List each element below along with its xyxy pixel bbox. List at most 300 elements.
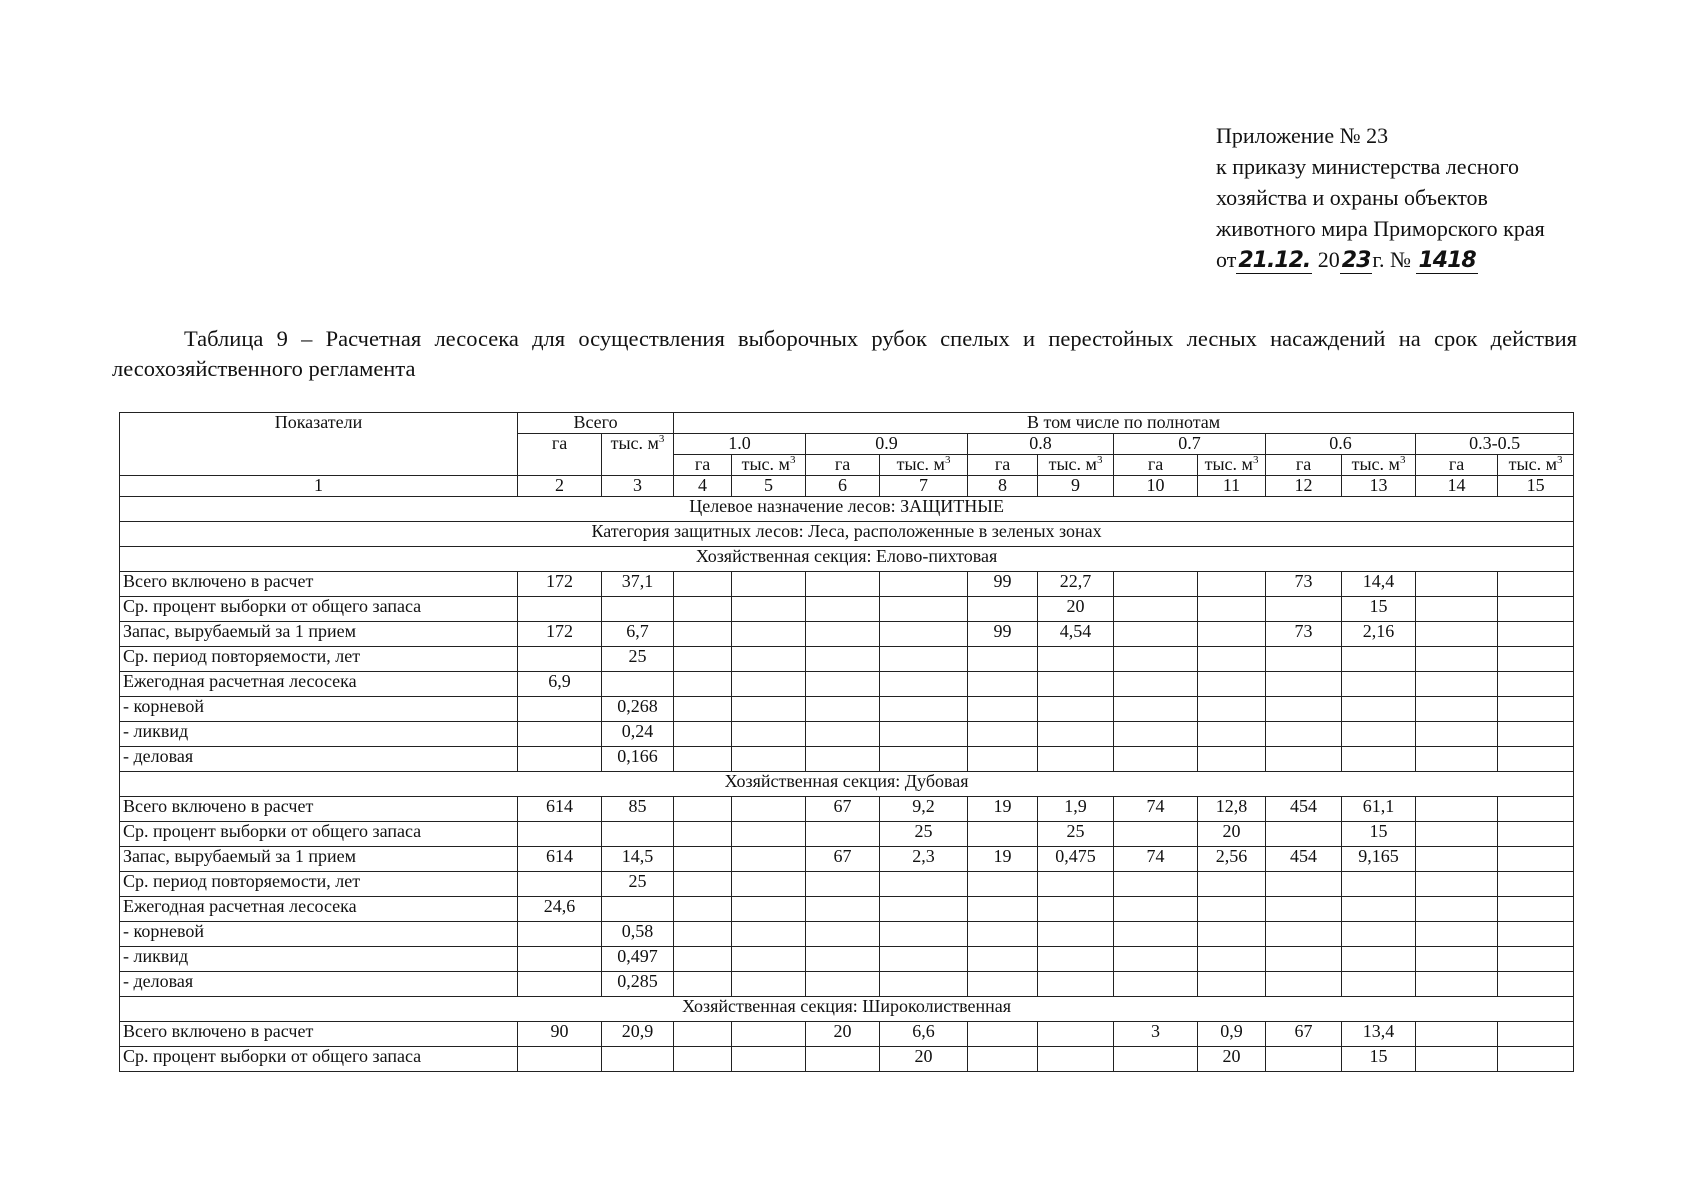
table-cell [518, 597, 602, 622]
table-cell [1342, 897, 1416, 922]
table-cell [1266, 822, 1342, 847]
handwritten-number: 1418 [1418, 248, 1476, 273]
table-row [120, 572, 1574, 597]
table-cell [1198, 947, 1266, 972]
table-cell [1198, 897, 1266, 922]
table-cell [1114, 597, 1198, 622]
table-cell [1266, 747, 1342, 772]
table-cell [732, 622, 806, 647]
row-label: Всего включено в расчет [120, 1022, 518, 1047]
table-cell: 0,268 [602, 697, 674, 722]
table-cell [1038, 697, 1114, 722]
table-cell [732, 672, 806, 697]
column-number: 13 [1342, 476, 1416, 497]
table-cell [1114, 897, 1198, 922]
table-cell [1038, 722, 1114, 747]
header-unit-m3: тыс. $м^3$ [732, 455, 806, 476]
column-number: 5 [732, 476, 806, 497]
header-unit-ha: га [1416, 455, 1498, 476]
table-cell [1498, 872, 1574, 897]
row-label: Ср. процент выборки от общего запаса [120, 597, 518, 622]
table-cell: 14,5 [602, 847, 674, 872]
row-label: Всего включено в расчет [120, 797, 518, 822]
table-cell [1498, 922, 1574, 947]
table-cell [1498, 897, 1574, 922]
table-row [120, 1047, 1574, 1072]
header-row-1 [120, 413, 1574, 434]
table-cell [602, 597, 674, 622]
table-cell [1114, 697, 1198, 722]
table-cell [1038, 672, 1114, 697]
table-row [120, 647, 1574, 672]
table-cell [880, 697, 968, 722]
table-cell: 37,1 [602, 572, 674, 597]
table-cell [880, 622, 968, 647]
table-cell [806, 972, 880, 997]
table-cell: 73 [1266, 622, 1342, 647]
table-cell [880, 972, 968, 997]
table-cell [1198, 722, 1266, 747]
table-cell [602, 897, 674, 922]
table-cell [1498, 722, 1574, 747]
table-cell [880, 647, 968, 672]
table-cell [1416, 597, 1498, 622]
table-cell: 614 [518, 797, 602, 822]
table-cell [806, 572, 880, 597]
table-cell [968, 597, 1038, 622]
table-cell [732, 822, 806, 847]
table-cell: 74 [1114, 847, 1198, 872]
table-cell: 454 [1266, 797, 1342, 822]
section-row [120, 772, 1574, 797]
table-caption: Таблица 9 – Расчетная лесосека для осуществления выборочных рубок спелых и перестойных лесных насаждений на срок действия лесохозяйственного регламента [112, 326, 1577, 381]
table-cell [1498, 672, 1574, 697]
table-cell [1198, 597, 1266, 622]
table-cell [880, 722, 968, 747]
table-cell: 172 [518, 572, 602, 597]
row-label: Ср. процент выборки от общего запаса [120, 822, 518, 847]
table-cell: 3 [1114, 1022, 1198, 1047]
table-cell [732, 697, 806, 722]
table-cell [1342, 922, 1416, 947]
row-label: Ср. период повторяемости, лет [120, 647, 518, 672]
table-cell [968, 672, 1038, 697]
row-label: Запас, вырубаемый за 1 прием [120, 622, 518, 647]
table-cell: 0,24 [602, 722, 674, 747]
table-cell [674, 822, 732, 847]
table-cell: 454 [1266, 847, 1342, 872]
table-cell [806, 897, 880, 922]
table-cell [674, 872, 732, 897]
table-row [120, 847, 1574, 872]
table-cell [1342, 972, 1416, 997]
table-cell [674, 947, 732, 972]
table-cell: 2,3 [880, 847, 968, 872]
table-cell: 25 [602, 647, 674, 672]
table-cell [732, 872, 806, 897]
header-unit-m3: тыс. $м^3$ [880, 455, 968, 476]
table-cell: 0,285 [602, 972, 674, 997]
row-label: - деловая [120, 747, 518, 772]
table-cell: 0,58 [602, 922, 674, 947]
table-cell: 0,166 [602, 747, 674, 772]
column-number: 6 [806, 476, 880, 497]
table-cell: 22,7 [1038, 572, 1114, 597]
table-cell: 25 [1038, 822, 1114, 847]
header-unit-ha: га [1114, 455, 1198, 476]
table-cell [968, 647, 1038, 672]
header-unit-m3: тыс. $м^3$ [1038, 455, 1114, 476]
table-cell [518, 722, 602, 747]
column-number: 4 [674, 476, 732, 497]
table-cell [1498, 1022, 1574, 1047]
table-cell [674, 847, 732, 872]
table-cell [1266, 597, 1342, 622]
table-cell [1498, 647, 1574, 672]
table-cell [806, 697, 880, 722]
table-cell [674, 797, 732, 822]
table-cell [1416, 947, 1498, 972]
table-cell [1114, 972, 1198, 997]
header-unit-ha: га [968, 455, 1038, 476]
table-cell [674, 922, 732, 947]
table-cell [1342, 672, 1416, 697]
table-cell [1498, 697, 1574, 722]
table-cell [806, 922, 880, 947]
header-by-density: В том числе по полнотам [674, 413, 1574, 434]
appendix-line: животного мира Приморского края [1216, 216, 1545, 241]
purpose-row [120, 497, 1574, 522]
table-cell [1038, 872, 1114, 897]
table-cell [674, 897, 732, 922]
header-unit-m3: тыс. $м^3$ [1498, 455, 1574, 476]
header-density: 0.8 [968, 434, 1114, 455]
table-cell [1266, 897, 1342, 922]
header-density: 0.7 [1114, 434, 1266, 455]
column-numbers-row [120, 476, 1574, 497]
table-cell: 6,6 [880, 1022, 968, 1047]
table-cell [1198, 647, 1266, 672]
table-cell: 13,4 [1342, 1022, 1416, 1047]
table-cell [880, 872, 968, 897]
table-cell [806, 672, 880, 697]
table-cell [1114, 672, 1198, 697]
table-cell [732, 1022, 806, 1047]
table-cell [1416, 647, 1498, 672]
table-cell [1416, 722, 1498, 747]
table-cell: 0,9 [1198, 1022, 1266, 1047]
table-row [120, 697, 1574, 722]
table-cell [674, 622, 732, 647]
table-row [120, 947, 1574, 972]
table-cell: 6,7 [602, 622, 674, 647]
table-cell: 15 [1342, 822, 1416, 847]
purpose-label: Целевое назначение лесов: ЗАЩИТНЫЕ [120, 497, 1574, 522]
table-cell: 15 [1342, 597, 1416, 622]
table-cell [1498, 822, 1574, 847]
table-cell [518, 1047, 602, 1072]
table-cell [1198, 697, 1266, 722]
appendix-title: Приложение № 23 [1216, 123, 1389, 148]
table-cell [1416, 872, 1498, 897]
table-cell [1114, 647, 1198, 672]
table-cell: 0,497 [602, 947, 674, 972]
table-cell [732, 922, 806, 947]
table-cell [1198, 572, 1266, 597]
row-label: - ликвид [120, 947, 518, 972]
table-cell: 2,16 [1342, 622, 1416, 647]
table-cell [1416, 897, 1498, 922]
table-cell [518, 872, 602, 897]
table-cell: 99 [968, 572, 1038, 597]
header-total-ha: га [518, 434, 602, 476]
header-total-m3: тыс. $м^3$ [602, 434, 674, 476]
table-cell [518, 697, 602, 722]
table-cell [1038, 647, 1114, 672]
header-unit-ha: га [674, 455, 732, 476]
table-cell [732, 647, 806, 672]
header-density: 0.9 [806, 434, 968, 455]
table-cell [674, 597, 732, 622]
table-cell [1114, 872, 1198, 897]
table-cell: 90 [518, 1022, 602, 1047]
number-prefix: г. № [1372, 247, 1411, 272]
table-cell [674, 572, 732, 597]
table-cell: 614 [518, 847, 602, 872]
table-cell [732, 947, 806, 972]
table-cell: 14,4 [1342, 572, 1416, 597]
table-cell [1198, 872, 1266, 897]
table-cell [1038, 747, 1114, 772]
table-cell [602, 822, 674, 847]
table-cell [806, 822, 880, 847]
table-cell [674, 697, 732, 722]
table-cell [674, 722, 732, 747]
table-cell [968, 947, 1038, 972]
table-cell [732, 797, 806, 822]
table-cell: 6,9 [518, 672, 602, 697]
table-cell [1266, 647, 1342, 672]
table-cell [1416, 847, 1498, 872]
table-cell [1498, 797, 1574, 822]
table-cell: 85 [602, 797, 674, 822]
table-cell [732, 722, 806, 747]
table-cell [880, 947, 968, 972]
table-cell [674, 1022, 732, 1047]
table-cell [1038, 947, 1114, 972]
table-cell [518, 747, 602, 772]
header-indicators: Показатели [120, 413, 518, 476]
table-cell [732, 897, 806, 922]
table-cell [1342, 872, 1416, 897]
table-cell: 20 [1198, 1047, 1266, 1072]
column-number: 7 [880, 476, 968, 497]
table-cell [732, 972, 806, 997]
section-row [120, 997, 1574, 1022]
row-label: - ликвид [120, 722, 518, 747]
column-number: 12 [1266, 476, 1342, 497]
table-cell [732, 597, 806, 622]
table-cell [1342, 697, 1416, 722]
table-cell: 4,54 [1038, 622, 1114, 647]
table-cell [806, 747, 880, 772]
section-title: Хозяйственная секция: Елово-пихтовая [120, 547, 1574, 572]
handwritten-date: 21.12. [1238, 248, 1311, 273]
table-cell [518, 647, 602, 672]
table-cell [1416, 797, 1498, 822]
header-density: 0.6 [1266, 434, 1416, 455]
table-cell [1266, 872, 1342, 897]
category-row [120, 522, 1574, 547]
table-cell [1038, 897, 1114, 922]
table-cell: 19 [968, 847, 1038, 872]
table-cell: 19 [968, 797, 1038, 822]
appendix-line: к приказу министерства лесного [1216, 154, 1520, 179]
table-cell: 20 [880, 1047, 968, 1072]
table-row [120, 722, 1574, 747]
table-cell [806, 947, 880, 972]
table-cell [1198, 672, 1266, 697]
table-cell [1498, 1047, 1574, 1072]
table-cell [1416, 572, 1498, 597]
column-number: 11 [1198, 476, 1266, 497]
row-label: Ср. период повторяемости, лет [120, 872, 518, 897]
table-cell [602, 1047, 674, 1072]
table-cell [674, 747, 732, 772]
table-cell [1266, 722, 1342, 747]
table-row [120, 922, 1574, 947]
table-cell [732, 847, 806, 872]
table-row [120, 797, 1574, 822]
table-cell [1114, 572, 1198, 597]
header-unit-m3: тыс. $м^3$ [1198, 455, 1266, 476]
table-cell: 0,475 [1038, 847, 1114, 872]
table-row [120, 672, 1574, 697]
table-cell: 20 [1198, 822, 1266, 847]
table-cell [1416, 747, 1498, 772]
table-cell [1114, 722, 1198, 747]
appendix-block [1216, 120, 1545, 275]
table-cell [968, 922, 1038, 947]
header-unit-m3: тыс. $м^3$ [1342, 455, 1416, 476]
table-cell [1416, 822, 1498, 847]
row-label: - корневой [120, 697, 518, 722]
table-cell [1416, 1047, 1498, 1072]
table-cell [806, 722, 880, 747]
section-title: Хозяйственная секция: Широколиственная [120, 997, 1574, 1022]
table-cell [1114, 747, 1198, 772]
table-cell [1114, 622, 1198, 647]
row-label: Всего включено в расчет [120, 572, 518, 597]
table-cell [1266, 672, 1342, 697]
table-cell [968, 1022, 1038, 1047]
table-cell [1114, 1047, 1198, 1072]
table-cell [732, 747, 806, 772]
table-cell [968, 972, 1038, 997]
row-label: Ср. процент выборки от общего запаса [120, 1047, 518, 1072]
header-density: 1.0 [674, 434, 806, 455]
table-cell [880, 747, 968, 772]
table-cell: 20 [806, 1022, 880, 1047]
table-cell [1416, 972, 1498, 997]
table-cell [880, 922, 968, 947]
harvest-table [119, 412, 1574, 1072]
column-number: 2 [518, 476, 602, 497]
table-cell [880, 572, 968, 597]
header-total: Всего [518, 413, 674, 434]
row-label: Запас, вырубаемый за 1 прием [120, 847, 518, 872]
table-cell: 74 [1114, 797, 1198, 822]
table-cell [1416, 672, 1498, 697]
table-cell [1416, 622, 1498, 647]
category-label: Категория защитных лесов: Леса, расположенные в зеленых зонах [120, 522, 1574, 547]
table-cell: 61,1 [1342, 797, 1416, 822]
table-cell [968, 872, 1038, 897]
table-cell [732, 572, 806, 597]
row-label: Ежегодная расчетная лесосека [120, 897, 518, 922]
table-cell: 67 [1266, 1022, 1342, 1047]
row-label: Ежегодная расчетная лесосека [120, 672, 518, 697]
table-cell: 1,9 [1038, 797, 1114, 822]
table-cell [674, 647, 732, 672]
table-cell [1498, 747, 1574, 772]
table-cell [674, 972, 732, 997]
table-cell: 24,6 [518, 897, 602, 922]
header-unit-ha: га [1266, 455, 1342, 476]
table-cell [1038, 972, 1114, 997]
handwritten-year: 23 [1341, 248, 1371, 273]
table-cell: 73 [1266, 572, 1342, 597]
table-row [120, 972, 1574, 997]
table-cell [732, 1047, 806, 1072]
table-cell [1114, 922, 1198, 947]
table-cell [1498, 972, 1574, 997]
column-number: 9 [1038, 476, 1114, 497]
table-cell [674, 672, 732, 697]
table-cell [1416, 1022, 1498, 1047]
table-cell [1498, 622, 1574, 647]
column-number: 14 [1416, 476, 1498, 497]
table-cell: 15 [1342, 1047, 1416, 1072]
table-cell [968, 822, 1038, 847]
table-cell [674, 1047, 732, 1072]
table-cell [1342, 747, 1416, 772]
table-cell: 2,56 [1198, 847, 1266, 872]
section-row [120, 547, 1574, 572]
column-number: 15 [1498, 476, 1574, 497]
table-cell [1266, 922, 1342, 947]
header-density: 0.3-0.5 [1416, 434, 1574, 455]
table-cell [1198, 747, 1266, 772]
column-number: 1 [120, 476, 518, 497]
row-label: - корневой [120, 922, 518, 947]
table-cell [968, 897, 1038, 922]
table-row [120, 622, 1574, 647]
table-cell [1342, 722, 1416, 747]
row-label: - деловая [120, 972, 518, 997]
table-cell [1198, 622, 1266, 647]
table-cell [968, 1047, 1038, 1072]
table-cell [1416, 697, 1498, 722]
table-cell [1038, 1047, 1114, 1072]
table-cell [602, 672, 674, 697]
table-cell [806, 597, 880, 622]
table-cell [1198, 922, 1266, 947]
section-title: Хозяйственная секция: Дубовая [120, 772, 1574, 797]
table-cell [1342, 647, 1416, 672]
appendix-line: хозяйства и охраны объектов [1216, 185, 1488, 210]
table-cell [1038, 922, 1114, 947]
